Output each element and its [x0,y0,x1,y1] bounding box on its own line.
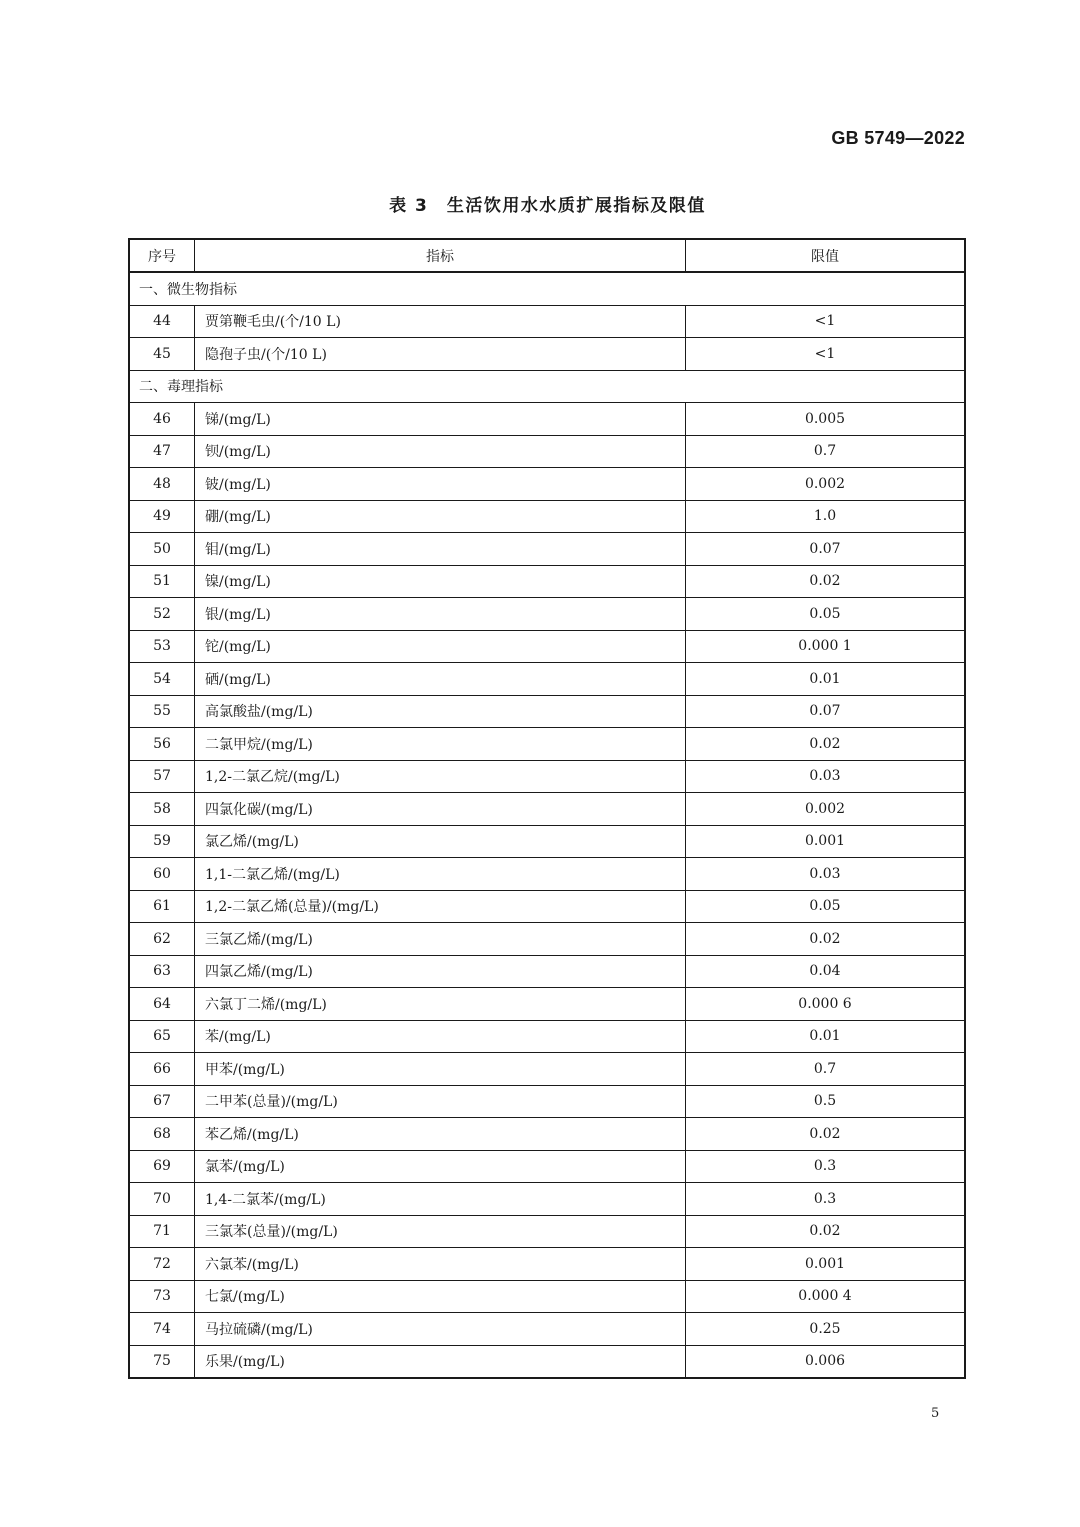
row-limit: 0.04 [686,955,966,988]
table-title: 表 3 生活饮用水水质扩展指标及限值 [389,196,706,216]
row-limit: 0.005 [686,403,966,436]
limits-table [128,238,966,1379]
row-number: 62 [129,923,195,956]
row-limit: 0.3 [686,1150,966,1183]
row-number: 52 [129,598,195,631]
row-number: 50 [129,533,195,566]
row-limit: 0.25 [686,1313,966,1346]
table-row [129,468,965,501]
row-number: 44 [129,305,195,338]
row-indicator: 四氯化碳/(mg/L) [195,793,686,826]
table-body [129,272,965,1378]
row-number: 71 [129,1215,195,1248]
table-row [129,760,965,793]
row-number: 49 [129,500,195,533]
row-indicator: 氯苯/(mg/L) [195,1150,686,1183]
header-row [129,239,965,272]
table-row [129,793,965,826]
table-row [129,1313,965,1346]
row-number: 57 [129,760,195,793]
section-row [129,370,965,403]
row-limit: 0.01 [686,663,966,696]
row-number: 73 [129,1280,195,1313]
row-number: 53 [129,630,195,663]
table-row [129,923,965,956]
row-indicator: 贾第鞭毛虫/(个/10 L) [195,305,686,338]
row-indicator: 1,2-二氯乙烷/(mg/L) [195,760,686,793]
row-indicator: 隐孢子虫/(个/10 L) [195,338,686,371]
table-row [129,500,965,533]
row-limit: 0.01 [686,1020,966,1053]
row-indicator: 锑/(mg/L) [195,403,686,436]
column-header-limit: 限值 [686,239,966,272]
row-number: 56 [129,728,195,761]
row-limit: 0.02 [686,728,966,761]
row-indicator: 乐果/(mg/L) [195,1345,686,1378]
table-row [129,1150,965,1183]
row-limit: 0.001 [686,1248,966,1281]
table-row [129,598,965,631]
row-limit: 0.002 [686,793,966,826]
row-number: 69 [129,1150,195,1183]
section-label: 一、微生物指标 [129,272,965,305]
row-limit: 0.5 [686,1085,966,1118]
row-number: 65 [129,1020,195,1053]
table-row [129,1345,965,1378]
row-number: 67 [129,1085,195,1118]
row-indicator: 马拉硫磷/(mg/L) [195,1313,686,1346]
section-row [129,272,965,305]
row-limit: 0.3 [686,1183,966,1216]
row-number: 63 [129,955,195,988]
row-number: 45 [129,338,195,371]
table-row [129,1085,965,1118]
table-row [129,955,965,988]
row-limit: 0.05 [686,890,966,923]
row-number: 60 [129,858,195,891]
row-limit: 0.006 [686,1345,966,1378]
row-indicator: 钡/(mg/L) [195,435,686,468]
row-number: 48 [129,468,195,501]
row-number: 54 [129,663,195,696]
row-number: 47 [129,435,195,468]
table-row [129,825,965,858]
row-indicator: 银/(mg/L) [195,598,686,631]
table-row [129,565,965,598]
row-limit: <1 [686,305,966,338]
table-row [129,533,965,566]
row-indicator: 三氯苯(总量)/(mg/L) [195,1215,686,1248]
table-row [129,1215,965,1248]
row-limit: 0.7 [686,435,966,468]
row-number: 66 [129,1053,195,1086]
row-indicator: 硼/(mg/L) [195,500,686,533]
row-indicator: 1,1-二氯乙烯/(mg/L) [195,858,686,891]
table-row [129,305,965,338]
row-limit: 0.000 6 [686,988,966,1021]
table-row [129,728,965,761]
row-limit: 0.002 [686,468,966,501]
row-limit: 0.05 [686,598,966,631]
row-limit: 0.02 [686,1118,966,1151]
table-row [129,695,965,728]
row-limit: <1 [686,338,966,371]
row-limit: 0.7 [686,1053,966,1086]
table-row [129,338,965,371]
row-number: 46 [129,403,195,436]
row-indicator: 二甲苯(总量)/(mg/L) [195,1085,686,1118]
row-limit: 0.03 [686,760,966,793]
row-indicator: 四氯乙烯/(mg/L) [195,955,686,988]
table-row [129,1280,965,1313]
row-limit: 0.001 [686,825,966,858]
row-indicator: 苯/(mg/L) [195,1020,686,1053]
row-number: 72 [129,1248,195,1281]
row-limit: 0.000 1 [686,630,966,663]
row-indicator: 六氯苯/(mg/L) [195,1248,686,1281]
row-limit: 0.07 [686,533,966,566]
row-indicator: 铍/(mg/L) [195,468,686,501]
row-indicator: 铊/(mg/L) [195,630,686,663]
row-indicator: 三氯乙烯/(mg/L) [195,923,686,956]
row-indicator: 1,4-二氯苯/(mg/L) [195,1183,686,1216]
table-row [129,403,965,436]
row-indicator: 1,2-二氯乙烯(总量)/(mg/L) [195,890,686,923]
column-header-no: 序号 [129,239,195,272]
row-number: 51 [129,565,195,598]
row-number: 70 [129,1183,195,1216]
table-row [129,890,965,923]
table-row [129,858,965,891]
row-number: 61 [129,890,195,923]
row-indicator: 钼/(mg/L) [195,533,686,566]
row-indicator: 氯乙烯/(mg/L) [195,825,686,858]
table-row [129,663,965,696]
row-limit: 0.02 [686,1215,966,1248]
table-header [129,239,965,272]
table-row [129,988,965,1021]
row-indicator: 六氯丁二烯/(mg/L) [195,988,686,1021]
row-indicator: 二氯甲烷/(mg/L) [195,728,686,761]
row-indicator: 硒/(mg/L) [195,663,686,696]
row-number: 58 [129,793,195,826]
row-indicator: 高氯酸盐/(mg/L) [195,695,686,728]
page-number: 5 [931,1406,940,1421]
table-row [129,1020,965,1053]
table-row [129,630,965,663]
row-indicator: 镍/(mg/L) [195,565,686,598]
row-indicator: 甲苯/(mg/L) [195,1053,686,1086]
row-limit: 0.03 [686,858,966,891]
row-limit: 0.07 [686,695,966,728]
row-number: 68 [129,1118,195,1151]
table-row [129,1118,965,1151]
table-row [129,1183,965,1216]
row-number: 59 [129,825,195,858]
table-row [129,1248,965,1281]
row-limit: 0.02 [686,923,966,956]
row-limit: 0.000 4 [686,1280,966,1313]
row-number: 55 [129,695,195,728]
standard-number: GB 5749—2022 [831,128,965,148]
table-row [129,435,965,468]
column-header-indicator: 指标 [195,239,686,272]
table-row [129,1053,965,1086]
row-limit: 1.0 [686,500,966,533]
section-label: 二、毒理指标 [129,370,965,403]
row-indicator: 苯乙烯/(mg/L) [195,1118,686,1151]
row-number: 64 [129,988,195,1021]
row-number: 75 [129,1345,195,1378]
row-indicator: 七氯/(mg/L) [195,1280,686,1313]
row-limit: 0.02 [686,565,966,598]
row-number: 74 [129,1313,195,1346]
